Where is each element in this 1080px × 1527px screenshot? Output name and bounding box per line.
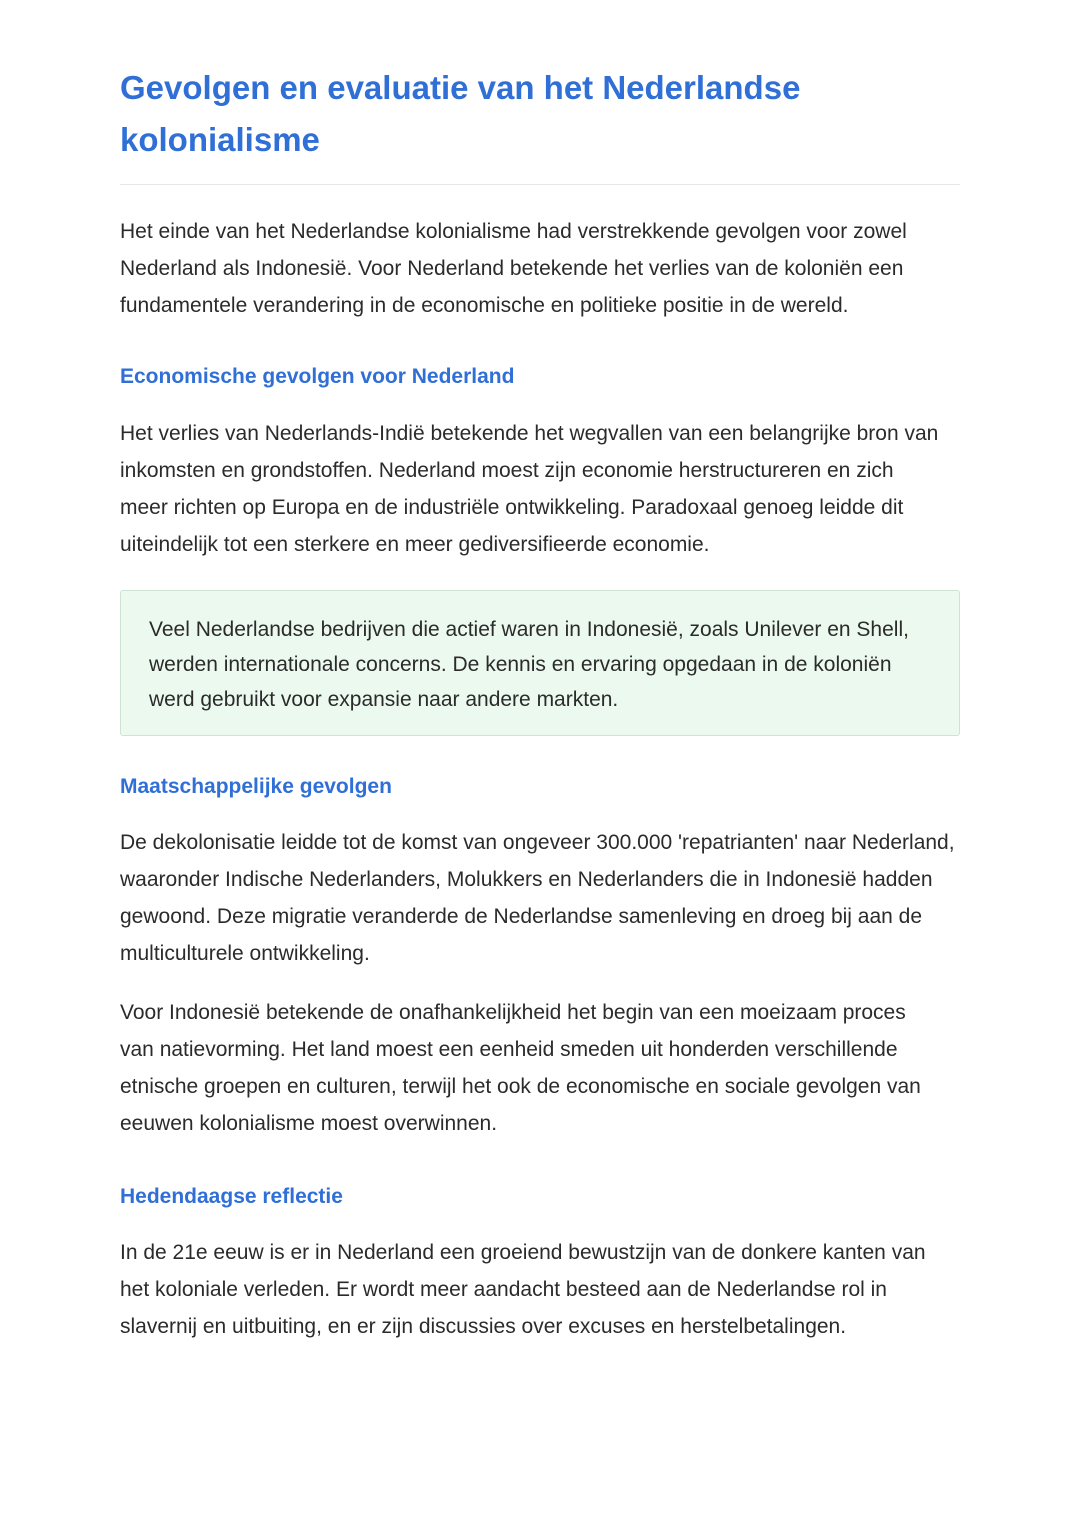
- reflection-paragraph: In de 21e eeuw is er in Nederland een groeiend bewustzijn van de donkere kanten van het koloniale verleden. Er wordt meer aandacht besteed aan de Nederlandse rol in slavernij en uitbuiting, en er zijn discussies over excuses en herstelbetalingen.: [120, 1241, 926, 1338]
- callout-box: [120, 590, 960, 736]
- social-paragraph-1: De dekolonisatie leidde tot de komst van ongeveer 300.000 'repatrianten' naar Nederland, waaronder Indische Nederlanders, Molukkers en Nederlanders die in Indonesië hadden gewoond. Deze migratie veranderde de Nederlandse samenleving en droeg bij aan de multiculturele ontwikkeling.: [120, 831, 955, 965]
- intro-paragraph: Het einde van het Nederlandse kolonialisme had verstrekkende gevolgen voor zowel Nederland als Indonesië. Voor Nederland betekende het verlies van de koloniën een fundamentele verandering in de economische en politieke positie in de wereld.: [120, 220, 907, 317]
- section-heading-reflection: Hedendaagse reflectie: [120, 1185, 343, 1208]
- page-title: Gevolgen en evaluatie van het Nederlandse kolonialisme: [120, 69, 801, 158]
- section-heading-social: Maatschappelijke gevolgen: [120, 775, 392, 798]
- title-divider: [120, 184, 960, 185]
- economic-paragraph: Het verlies van Nederlands-Indië betekende het wegvallen van een belangrijke bron van inkomsten en grondstoffen. Nederland moest zijn economie herstructureren en zich meer richten op Europa en de industriële ontwikkeling. Paradoxaal genoeg leidde dit uiteindelijk tot een sterkere en meer gediversifieerde economie.: [120, 422, 939, 556]
- social-paragraph-2: Voor Indonesië betekende de onafhankelijkheid het begin van een moeizaam proces van natievorming. Het land moest een eenheid smeden uit honderden verschillende etnische groepen en culturen, terwijl het ook de economische en sociale gevolgen van eeuwen kolonialisme moest overwinnen.: [120, 1001, 921, 1135]
- section-heading-economic: Economische gevolgen voor Nederland: [120, 365, 515, 388]
- callout-text: Veel Nederlandse bedrijven die actief waren in Indonesië, zoals Unilever en Shell, werden internationale concerns. De kennis en ervaring opgedaan in de koloniën werd gebruikt voor expansie naar andere markten.: [149, 618, 909, 711]
